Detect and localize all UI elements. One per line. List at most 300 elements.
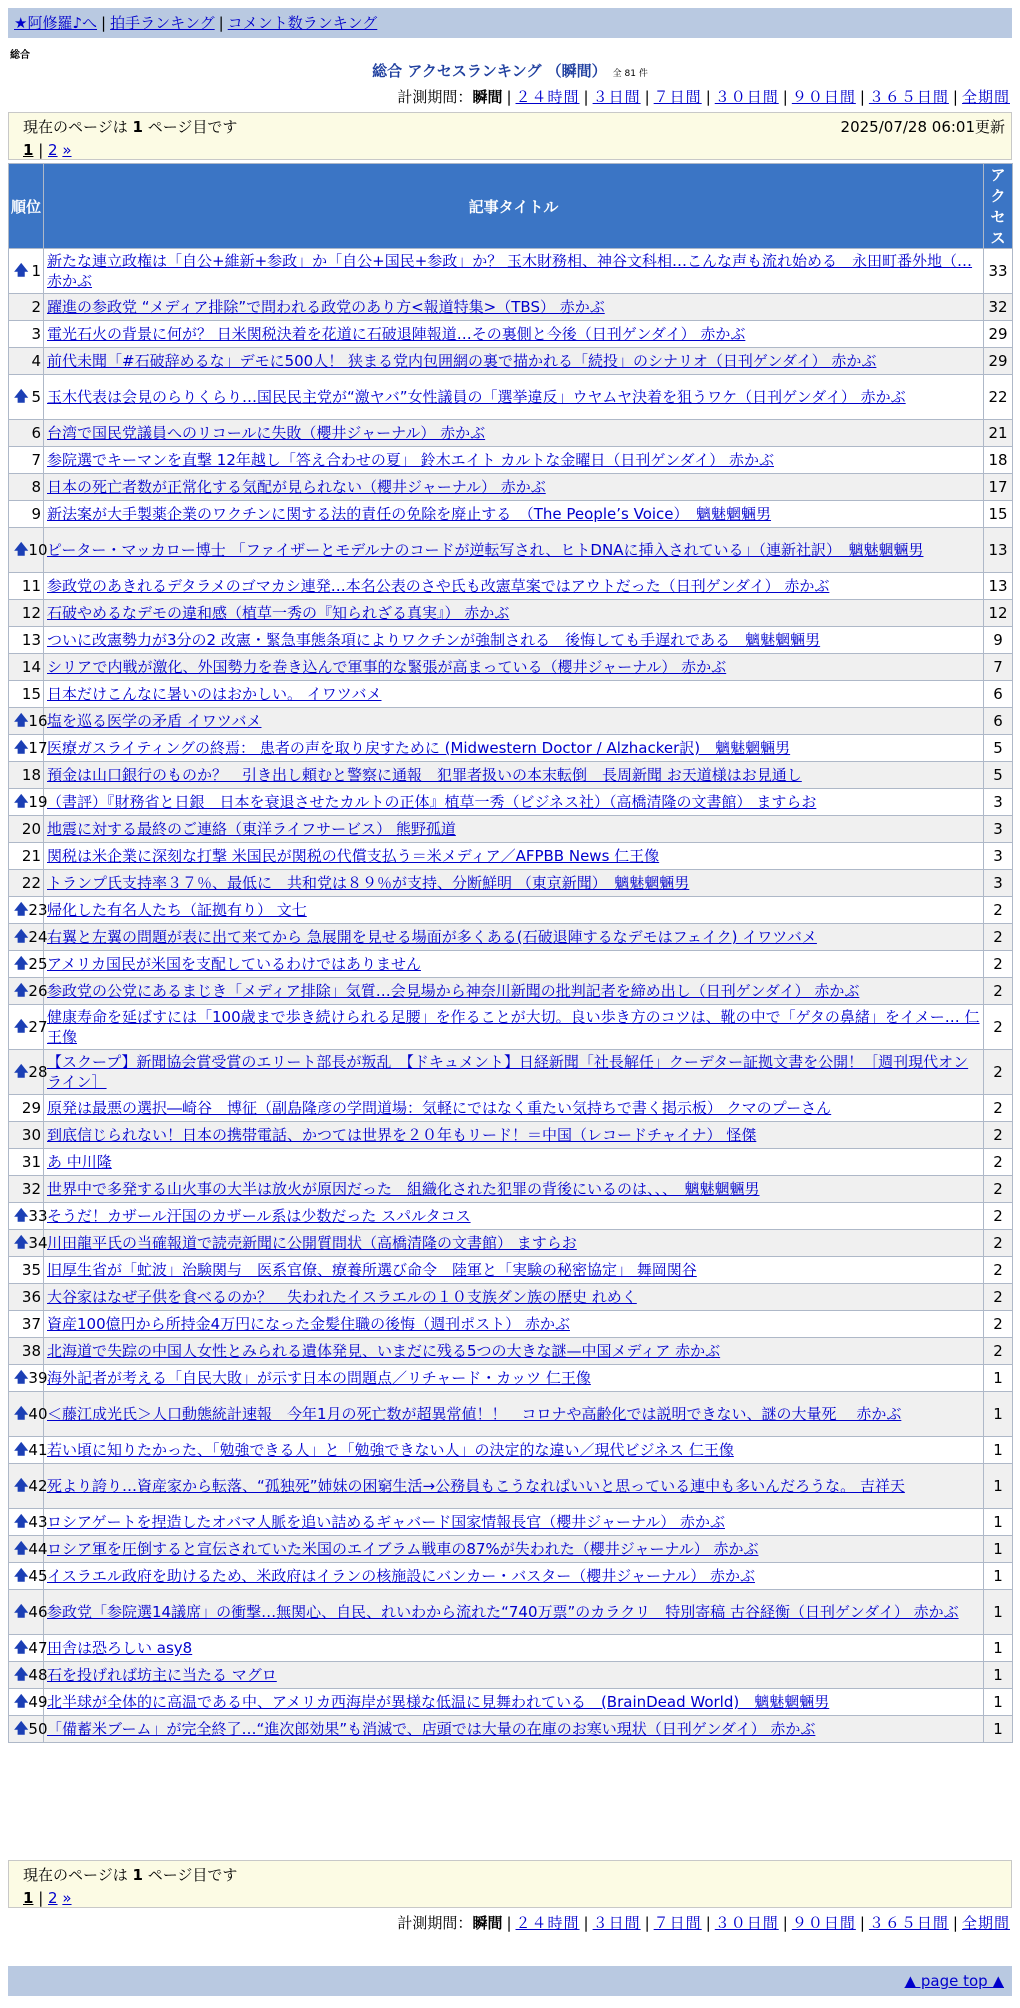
table-row (9, 1635, 1013, 1662)
article-title-link[interactable]: 健康寿命を延ばすには「100歳まで歩き続けられる足腰」を作ることが大切。良い歩き方のコツは、靴の中で「ゲタの鼻緒」をイメー… 仁王像 (47, 1008, 980, 1046)
article-title-link[interactable]: ロシアゲートを捏造したオバマ人脈を追い詰めるギャバード国家情報長官（櫻井ジャーナル） 赤かぶ (47, 1513, 725, 1531)
rank-cell (9, 1005, 48, 1050)
rank-cell (9, 1392, 48, 1437)
table-row (9, 474, 1013, 501)
rank-number: 37 (21, 1315, 41, 1333)
rank-number: 47 (28, 1639, 48, 1657)
period-option-link[interactable]: 全期間 (961, 1914, 1010, 1932)
period-option-link[interactable]: ３６５日間 (868, 88, 949, 106)
article-title-link[interactable]: 預金は山口銀行のものか？ 引き出し頼むと警察に通報 犯罪者扱いの本末転倒 長周新聞 お天道様はお見通し (47, 766, 802, 784)
article-title-link[interactable]: 右翼と左翼の問題が表に出て来てから 急展開を見せる場面が多くある(石破退陣するなデモはフェイク) イワツバメ (47, 928, 817, 946)
rank-number: 11 (21, 577, 41, 595)
access-count: 1 (984, 1635, 1013, 1662)
rank-number: 23 (28, 901, 48, 919)
title-cell (44, 375, 984, 420)
access-count: 2 (984, 978, 1013, 1005)
rank-number: 45 (28, 1567, 48, 1585)
article-title-link[interactable]: アメリカ国民が米国を支配しているわけではありません (47, 955, 421, 973)
access-count: 3 (984, 816, 1013, 843)
article-title-link[interactable]: 海外記者が考える「自民大敗」が示す日本の問題点／リチャード・カッツ 仁王像 (47, 1369, 591, 1387)
updated-timestamp: 2025/07/28 06:01更新 (840, 118, 1005, 136)
period-option-link[interactable]: 全期間 (961, 88, 1010, 106)
table-header (9, 164, 1013, 249)
title-cell (44, 573, 984, 600)
period-separator: | (952, 1914, 958, 1932)
title-cell (44, 924, 984, 951)
article-title-link[interactable]: 関税は米企業に深刻な打撃 米国民が関税の代償支払う＝米メディア／AFPBB News 仁王像 (47, 847, 660, 865)
rank-cell (9, 1284, 44, 1311)
title-cell (44, 1464, 984, 1509)
up-arrow-icon: 🡅 (14, 983, 29, 999)
period-option-link[interactable]: ３６５日間 (868, 1914, 949, 1932)
up-arrow-icon: 🡅 (14, 794, 29, 810)
rank-cell (9, 816, 44, 843)
page-top-link[interactable]: ▲ page top ▲ (904, 1972, 1004, 1990)
article-title-link[interactable]: ロシア軍を圧倒すると宣伝されていた米国のエイブラム戦車の87%が失われた（櫻井ジャーナル） 赤かぶ (47, 1540, 759, 1558)
article-title-link[interactable]: 旧厚生省が「虻波」治験関与 医系官僚、療養所選び命令 陸軍と「実験の秘密協定」 舞岡関谷 (47, 1261, 697, 1279)
article-title-link[interactable]: 田舎は恐ろしい asy8 (47, 1639, 193, 1657)
rank-number: 4 (31, 352, 41, 370)
article-title-link[interactable]: トランプ氏支持率３７％、最低に 共和党は８９％が支持、分断鮮明 （東京新聞） 魑魅魍魎男 (47, 874, 690, 892)
access-count: 1 (984, 1716, 1013, 1743)
period-separator: | (782, 88, 788, 106)
period-selector-top (397, 86, 1010, 107)
home-link[interactable]: ★阿修羅♪へ (14, 14, 98, 32)
rank-number: 10 (28, 541, 48, 559)
rank-number: 50 (28, 1720, 48, 1738)
rank-number: 44 (28, 1540, 48, 1558)
title-cell (44, 951, 984, 978)
article-title-link[interactable]: 資産100億円から所持金4万円になった金髪住職の後悔（週刊ポスト） 赤かぶ (47, 1315, 570, 1333)
rank-number: 28 (28, 1063, 48, 1081)
table-row (9, 1464, 1013, 1509)
access-count: 1 (984, 1536, 1013, 1563)
article-title-link[interactable]: 「備蓄米ブーム」が完全終了…“進次郎効果”も消滅で、店頭では大量の在庫のお寒い現状（日刊ゲンダイ） 赤かぶ (47, 1720, 816, 1738)
page-link-current: 1 (23, 1889, 34, 1907)
rank-cell (9, 951, 48, 978)
period-separator: | (583, 88, 589, 106)
period-option-link[interactable]: ７日間 (653, 1914, 702, 1932)
article-title-link[interactable]: 石破やめるなデモの違和感（植草一秀の『知られざる真実』） 赤かぶ (47, 604, 510, 622)
article-title-link[interactable]: ＜藤江成光氏＞人口動態統計速報 今年1月の死亡数が超異常値！！ コロナや高齢化では説明できない、謎の大量死 赤かぶ (47, 1405, 902, 1423)
title-cell (44, 1689, 984, 1716)
rank-cell (9, 375, 44, 420)
up-arrow-icon: 🡅 (14, 1640, 29, 1656)
access-count: 3 (984, 789, 1013, 816)
article-title-link[interactable]: 世界中で多発する山火事の大半は放火が原因だった 組織化された犯罪の背後にいるのは、、、 魑魅魍魎男 (47, 1180, 760, 1198)
period-option-link[interactable]: ３０日間 (714, 88, 779, 106)
table-row (9, 870, 1013, 897)
table-row (9, 627, 1013, 654)
rank-number: 26 (28, 982, 48, 1000)
access-count: 1 (984, 1464, 1013, 1509)
rank-number: 22 (21, 874, 41, 892)
title-cell (44, 1338, 984, 1365)
up-arrow-icon: 🡅 (14, 740, 29, 756)
applause-ranking-link[interactable]: 拍手ランキング (110, 14, 215, 32)
current-page-prefix: 現在のページは (23, 118, 128, 136)
article-title-link[interactable]: シリアで内戦が激化、外国勢力を巻き込んで軍事的な緊張が高まっている（櫻井ジャーナル） 赤かぶ (47, 658, 727, 676)
title-cell (44, 1392, 984, 1437)
up-arrow-icon: 🡅 (14, 1694, 29, 1710)
table-row (9, 1176, 1013, 1203)
nav-separator: | (218, 14, 224, 32)
rank-cell (9, 1176, 44, 1203)
page-links: 1 | 2 » (23, 141, 72, 159)
rank-cell (9, 1365, 48, 1392)
access-count: 2 (984, 1149, 1013, 1176)
rank-cell (9, 420, 44, 447)
rank-cell (9, 627, 44, 654)
period-option-link[interactable]: ３日間 (592, 1914, 641, 1932)
title-cell (44, 447, 984, 474)
access-count: 32 (984, 294, 1013, 321)
period-option-link[interactable]: ７日間 (653, 88, 702, 106)
access-count: 29 (984, 348, 1013, 375)
table-row (9, 978, 1013, 1005)
title-cell (44, 735, 984, 762)
article-title-link[interactable]: 医療ガスライティングの終焉： 患者の声を取り戻すために (Midwestern Doctor / Alzhacker訳) 魑魅魍魎男 (47, 739, 791, 757)
period-option-link[interactable]: ９０日間 (791, 1914, 856, 1932)
table-row (9, 375, 1013, 420)
rank-number: 29 (21, 1099, 41, 1117)
rank-cell (9, 1635, 48, 1662)
table-row (9, 249, 1013, 294)
article-title-link[interactable]: イスラエル政府を助けるため、米政府はイランの核施設にバンカー・バスター（櫻井ジャーナル） 赤かぶ (47, 1567, 755, 1585)
comment-ranking-link[interactable]: コメント数ランキング (227, 14, 378, 32)
access-count: 1 (984, 1689, 1013, 1716)
access-count: 33 (984, 249, 1013, 294)
article-title-link[interactable]: 参政党「参院選14議席」の衝撃…無関心、自民、れいわから流れた“740万票”のカラクリ 特別寄稿 古谷経衡（日刊ゲンダイ） 赤かぶ (47, 1603, 959, 1621)
table-row (9, 294, 1013, 321)
rank-number: 7 (31, 451, 41, 469)
access-count: 18 (984, 447, 1013, 474)
period-option-link[interactable]: ３日間 (592, 88, 641, 106)
access-count: 29 (984, 321, 1013, 348)
table-row (9, 1050, 1013, 1095)
access-count: 3 (984, 843, 1013, 870)
rank-cell (9, 924, 48, 951)
rank-number: 3 (31, 325, 41, 343)
table-row (9, 762, 1013, 789)
access-count: 1 (984, 1509, 1013, 1536)
article-title-link[interactable]: ついに改憲勢力が3分の2 改憲・緊急事態条項によりワクチンが強制される 後悔しても手遅れである 魑魅魍魎男 (47, 631, 821, 649)
rank-number: 31 (21, 1153, 41, 1171)
current-page-suffix: ページ目です (147, 1866, 238, 1884)
rank-number: 21 (21, 847, 41, 865)
current-page-prefix: 現在のページは (23, 1866, 128, 1884)
title-cell (44, 321, 984, 348)
up-arrow-icon: 🡅 (14, 1370, 29, 1386)
access-count: 1 (984, 1590, 1013, 1635)
access-count: 13 (984, 528, 1013, 573)
up-arrow-icon: 🡅 (14, 902, 29, 918)
article-title-link[interactable]: 若い頃に知りたかった、「勉強できる人」と「勉強できない人」の決定的な違い／現代ビジネス 仁王像 (47, 1441, 734, 1459)
title-cell (44, 1437, 984, 1464)
up-arrow-icon: 🡅 (14, 1064, 29, 1080)
article-title-link[interactable]: 電光石火の背景に何が？ 日米関税決着を花道に石破退陣報道…その裏側と今後（日刊ゲンダイ） 赤かぶ (47, 325, 746, 343)
rank-number: 15 (21, 685, 41, 703)
period-label: 計測期間： (397, 88, 473, 106)
access-count: 6 (984, 708, 1013, 735)
title-cell (44, 978, 984, 1005)
period-option-link[interactable]: ２４時間 (515, 88, 580, 106)
rank-cell (9, 1437, 48, 1464)
rank-cell (9, 573, 44, 600)
table-row (9, 789, 1013, 816)
access-count: 13 (984, 573, 1013, 600)
title-cell (44, 1149, 984, 1176)
table-row (9, 681, 1013, 708)
title-cell (44, 600, 984, 627)
up-arrow-icon: 🡅 (14, 713, 29, 729)
rank-number: 9 (31, 505, 41, 523)
rank-cell (9, 654, 44, 681)
current-page-number: 1 (132, 118, 143, 136)
rank-cell (9, 348, 44, 375)
table-row (9, 600, 1013, 627)
article-title-link[interactable]: 石を投げれば坊主に当たる マグロ (47, 1666, 277, 1684)
up-arrow-icon: 🡅 (14, 263, 29, 279)
article-title-link[interactable]: あ 中川隆 (47, 1153, 112, 1171)
title-cell (44, 1050, 984, 1095)
rank-number: 25 (28, 955, 48, 973)
rank-cell (9, 870, 44, 897)
table-row (9, 1338, 1013, 1365)
rank-cell (9, 1122, 44, 1149)
up-arrow-icon: 🡅 (14, 1514, 29, 1530)
title-cell (44, 1662, 984, 1689)
article-title-link[interactable]: 原発は最悪の選択―崎谷 博征（副島隆彦の学問道場：気軽にではなく重たい気持ちで書く掲示板） クマのプーさん (47, 1099, 832, 1117)
up-arrow-icon: 🡅 (14, 956, 29, 972)
rank-number: 6 (31, 424, 41, 442)
rank-cell (9, 1662, 48, 1689)
pager-top (8, 112, 1012, 160)
category-label: 総合 (10, 50, 30, 61)
table-row (9, 843, 1013, 870)
rank-number: 46 (28, 1603, 48, 1621)
access-count: 9 (984, 627, 1013, 654)
title-cell (44, 789, 984, 816)
period-separator: | (506, 88, 512, 106)
table-row (9, 1563, 1013, 1590)
table-row (9, 1284, 1013, 1311)
rank-number: 40 (28, 1405, 48, 1423)
pager-bottom (8, 1860, 1012, 1908)
current-page-number: 1 (132, 1866, 143, 1884)
rank-cell (9, 681, 44, 708)
period-label: 計測期間： (397, 1914, 473, 1932)
title-column-header: 記事タイトル (44, 164, 984, 249)
title-cell (44, 1005, 984, 1050)
title-cell (44, 1176, 984, 1203)
rank-number: 20 (21, 820, 41, 838)
current-page-text (23, 1864, 997, 1885)
access-count: 22 (984, 375, 1013, 420)
access-count: 2 (984, 1122, 1013, 1149)
period-option-link[interactable]: ２４時間 (515, 1914, 580, 1932)
period-separator: | (859, 1914, 865, 1932)
rank-number: 33 (28, 1207, 48, 1225)
table-row (9, 1689, 1013, 1716)
access-count: 2 (984, 1230, 1013, 1257)
rank-cell (9, 1257, 44, 1284)
article-title-link[interactable]: 北海道で失踪の中国人女性とみられる遺体発見、いまだに残る5つの大きな謎—中国メディア 赤かぶ (47, 1342, 721, 1360)
period-separator: | (506, 1914, 512, 1932)
rank-number: 14 (21, 658, 41, 676)
rank-cell (9, 1689, 48, 1716)
access-count: 2 (984, 1338, 1013, 1365)
table-row (9, 1437, 1013, 1464)
article-title-link[interactable]: 【スクープ】新聞協会賞受賞のエリート部長が叛乱 【ドキュメント】日経新聞「社長解任」クーデター証拠文書を公開！［週刊現代オンライン］ (47, 1053, 969, 1091)
access-count: 2 (984, 1095, 1013, 1122)
article-title-link[interactable]: 到底信じられない！日本の携帯電話、かつては世界を２０年もリード！＝中国（レコードチャイナ） 怪傑 (47, 1126, 757, 1144)
access-count: 1 (984, 1437, 1013, 1464)
title-cell (44, 897, 984, 924)
period-option-link[interactable]: ３０日間 (714, 1914, 779, 1932)
rank-number: 43 (28, 1513, 48, 1531)
access-count: 5 (984, 735, 1013, 762)
rank-number: 36 (21, 1288, 41, 1306)
table-row (9, 1509, 1013, 1536)
access-count: 1 (984, 1392, 1013, 1437)
access-count: 3 (984, 870, 1013, 897)
article-title-link[interactable]: 地震に対する最終のご連絡（東洋ライフサービス） 熊野孤道 (47, 820, 456, 838)
article-title-link[interactable]: ピーター・マッカロー博士 「ファイザーとモデルナのコードが逆転写され、ヒトDNAに挿入されている」（連新社訳） 魑魅魍魎男 (47, 541, 924, 559)
rank-cell (9, 843, 44, 870)
article-title-link[interactable]: そうだ！カザール汗国のカザール系は少数だった スパルタコス (47, 1207, 471, 1225)
up-arrow-icon: 🡅 (14, 1541, 29, 1557)
article-title-link[interactable]: 大谷家はなぜ子供を食べるのか？ 失われたイスラエルの１０支族ダン族の歴史 れめく (47, 1288, 637, 1306)
access-count: 2 (984, 1203, 1013, 1230)
period-option-link[interactable]: ９０日間 (791, 88, 856, 106)
next-page-link[interactable]: » (62, 1889, 72, 1907)
table-row (9, 708, 1013, 735)
access-count: 15 (984, 501, 1013, 528)
article-title-link[interactable]: 日本の死亡者数が正常化する気配が見られない（櫻井ジャーナル） 赤かぶ (47, 478, 546, 496)
article-title-link[interactable]: 新たな連立政権は「自公+維新+参政」か「自公+国民+参政」か？ 玉木財務相、神谷文科相…こんな声も流れ始める 永田町番外地（… 赤かぶ (47, 252, 973, 290)
table-row (9, 1230, 1013, 1257)
table-row (9, 1149, 1013, 1176)
article-title-link[interactable]: 死より誇り…資産家から転落、“孤独死”姉妹の困窮生活→公務員もこうなればいいと思っている連中も多いんだろうな。 吉祥天 (47, 1477, 905, 1495)
title-cell (44, 1635, 984, 1662)
rank-cell (9, 600, 44, 627)
title-cell (44, 420, 984, 447)
rank-number: 2 (31, 298, 41, 316)
rank-number: 5 (31, 388, 41, 406)
table-row (9, 924, 1013, 951)
period-separator: | (952, 88, 958, 106)
table-row (9, 654, 1013, 681)
rank-cell (9, 1050, 48, 1095)
table-row (9, 1005, 1013, 1050)
table-row (9, 501, 1013, 528)
table-row (9, 573, 1013, 600)
table-row (9, 1122, 1013, 1149)
article-title-link[interactable]: 北半球が全体的に高温である中、アメリカ西海岸が異様な低温に見舞われている (BrainDead World) 魑魅魍魎男 (47, 1693, 830, 1711)
title-cell (44, 1122, 984, 1149)
rank-cell (9, 1509, 48, 1536)
article-title-link[interactable]: 台湾で国民党議員へのリコールに失敗（櫻井ジャーナル） 赤かぶ (47, 424, 486, 442)
article-title-link[interactable]: 躍進の参政党 “メディア排除”で問われる政党のあり方<報道特集>（TBS） 赤かぶ (47, 298, 605, 316)
rank-number: 41 (28, 1441, 48, 1459)
table-row (9, 1257, 1013, 1284)
article-title-link[interactable]: 帰化した有名人たち（証拠有り） 文七 (47, 901, 307, 919)
article-title-link[interactable]: 川田龍平氏の当確報道で読売新聞に公開質問状（高橋清隆の文書館） ますらお (47, 1234, 577, 1252)
access-count: 7 (984, 654, 1013, 681)
period-current: 瞬間 (472, 1914, 503, 1932)
rank-cell (9, 294, 44, 321)
rank-cell (9, 762, 44, 789)
article-title-link[interactable]: 玉木代表は会見のらりくらり…国民民主党が“激ヤバ”女性議員の「選挙違反」ウヤムヤ決着を狙うワケ（日刊ゲンダイ） 赤かぶ (47, 388, 906, 406)
up-arrow-icon: 🡅 (14, 1019, 29, 1035)
rank-cell (9, 321, 44, 348)
rank-cell (9, 249, 44, 294)
access-column-header: アクセス (984, 164, 1013, 249)
up-arrow-icon: 🡅 (14, 1442, 29, 1458)
rank-cell (9, 897, 48, 924)
table-row (9, 348, 1013, 375)
table-row (9, 528, 1013, 573)
article-title-link[interactable]: 塩を巡る医学の矛盾 イワツバメ (47, 712, 262, 730)
access-count: 1 (984, 1563, 1013, 1590)
rank-number: 48 (28, 1666, 48, 1684)
title-cell (44, 249, 984, 294)
up-arrow-icon: 🡅 (14, 1478, 29, 1494)
article-title-link[interactable]: 参政党のあきれるデタラメのゴマカシ連発…本名公表のさや氏も改憲草案ではアウトだった（日刊ゲンダイ） 赤かぶ (47, 577, 830, 595)
rank-cell (9, 1230, 48, 1257)
title-cell (44, 627, 984, 654)
title-cell (44, 1095, 984, 1122)
next-page-link[interactable]: » (62, 141, 72, 159)
title-cell (44, 1203, 984, 1230)
ranking-title: 総合 アクセスランキング （瞬間） (372, 62, 607, 80)
access-count: 21 (984, 420, 1013, 447)
page-link-2[interactable]: 2 (48, 1889, 58, 1907)
article-title-link[interactable]: 新法案が大手製薬企業のワクチンに関する法的責任の免除を廃止する （The People’s Voice） 魑魅魍魎男 (47, 505, 772, 523)
table-row (9, 1311, 1013, 1338)
article-title-link[interactable]: 前代未聞「#石破辞めるな」デモに500人！ 狭まる党内包囲網の裏で描かれる「続投」のシナリオ（日刊ゲンダイ） 赤かぶ (47, 352, 877, 370)
table-row (9, 735, 1013, 762)
table-row (9, 897, 1013, 924)
access-count: 6 (984, 681, 1013, 708)
page-link-2[interactable]: 2 (48, 141, 58, 159)
rank-number: 35 (21, 1261, 41, 1279)
period-separator: | (583, 1914, 589, 1932)
rank-number: 17 (28, 739, 48, 757)
rank-column-header: 順位 (9, 164, 44, 249)
article-title-link[interactable]: （書評）『財務省と日銀 日本を衰退させたカルトの正体』植草一秀（ビジネス社）（高橋清隆の文書館） ますらお (47, 793, 817, 811)
article-title-link[interactable]: 日本だけこんなに暑いのはおかしい。 イワツバメ (47, 685, 382, 703)
rank-number: 49 (28, 1693, 48, 1711)
title-cell (44, 294, 984, 321)
title-cell (44, 1311, 984, 1338)
access-count: 2 (984, 1311, 1013, 1338)
period-separator: | (782, 1914, 788, 1932)
rank-number: 34 (28, 1234, 48, 1252)
article-title-link[interactable]: 参院選でキーマンを直撃 12年越し「答え合わせの夏」 鈴木エイト カルトな金曜日（日刊ゲンダイ） 赤かぶ (47, 451, 774, 469)
rank-cell (9, 978, 48, 1005)
title-cell (44, 1365, 984, 1392)
access-count: 2 (984, 1284, 1013, 1311)
title-cell (44, 1536, 984, 1563)
title-cell (44, 681, 984, 708)
rank-number: 42 (28, 1477, 48, 1495)
rank-cell (9, 447, 44, 474)
article-title-link[interactable]: 参政党の公党にあるまじき「メディア排除」気質…会見場から神奈川新聞の批判記者を締め出し（日刊ゲンダイ） 赤かぶ (47, 982, 860, 1000)
page-links: 1 | 2 » (23, 1889, 72, 1907)
access-count: 12 (984, 600, 1013, 627)
